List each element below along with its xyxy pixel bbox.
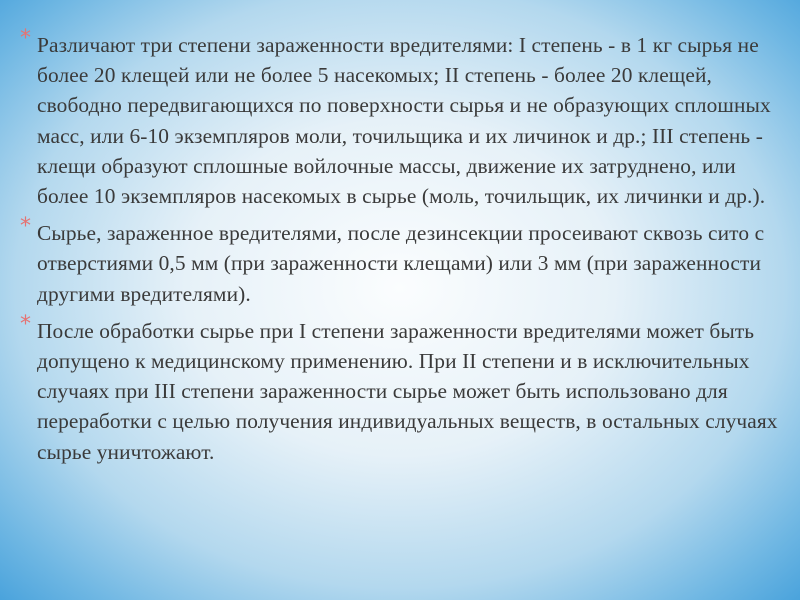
bullet-text-3: После обработки сырье при I степени зараженности вредителями может быть допущено к медицинскому применению. При II степени и в исключительных случаях при III степени зараженности сырье может быть использовано для переработки с целью получения индивидуальных веществ, в остальных случаях сырье уничтожают.: [37, 318, 778, 464]
asterisk-bullet-icon: *: [20, 214, 32, 240]
asterisk-bullet-icon: *: [20, 26, 32, 51]
slide-content: [20, 26, 780, 474]
bullet-item-1: [20, 26, 780, 211]
asterisk-bullet-icon: *: [20, 311, 32, 337]
bullet-text-1: Различают три степени зараженности вредителями: I степень - в 1 кг сырья не более 20 клещей или не более 5 насекомых; II степень - более 20 клещей, свободно передвигающихся по поверхности сырья и не образующих сплошных масс, или 6-10 экземпляров моли, точильщика и их личинок и др.; III степень - клещи образуют сплошные войлочные массы, движение их затруднено, или более 10 экземпляров насекомых в сырье (моль, точильщик, их личинки и др.).: [37, 33, 771, 209]
bullet-item-3: [20, 311, 780, 467]
bullet-text-2: Сырье, зараженное вредителями, после дезинсекции просеивают сквозь сито с отверстиями 0,5 мм (при зараженности клещами) или 3 мм (при зараженности другими вредителями).: [37, 221, 765, 306]
bullet-item-2: [20, 214, 780, 309]
